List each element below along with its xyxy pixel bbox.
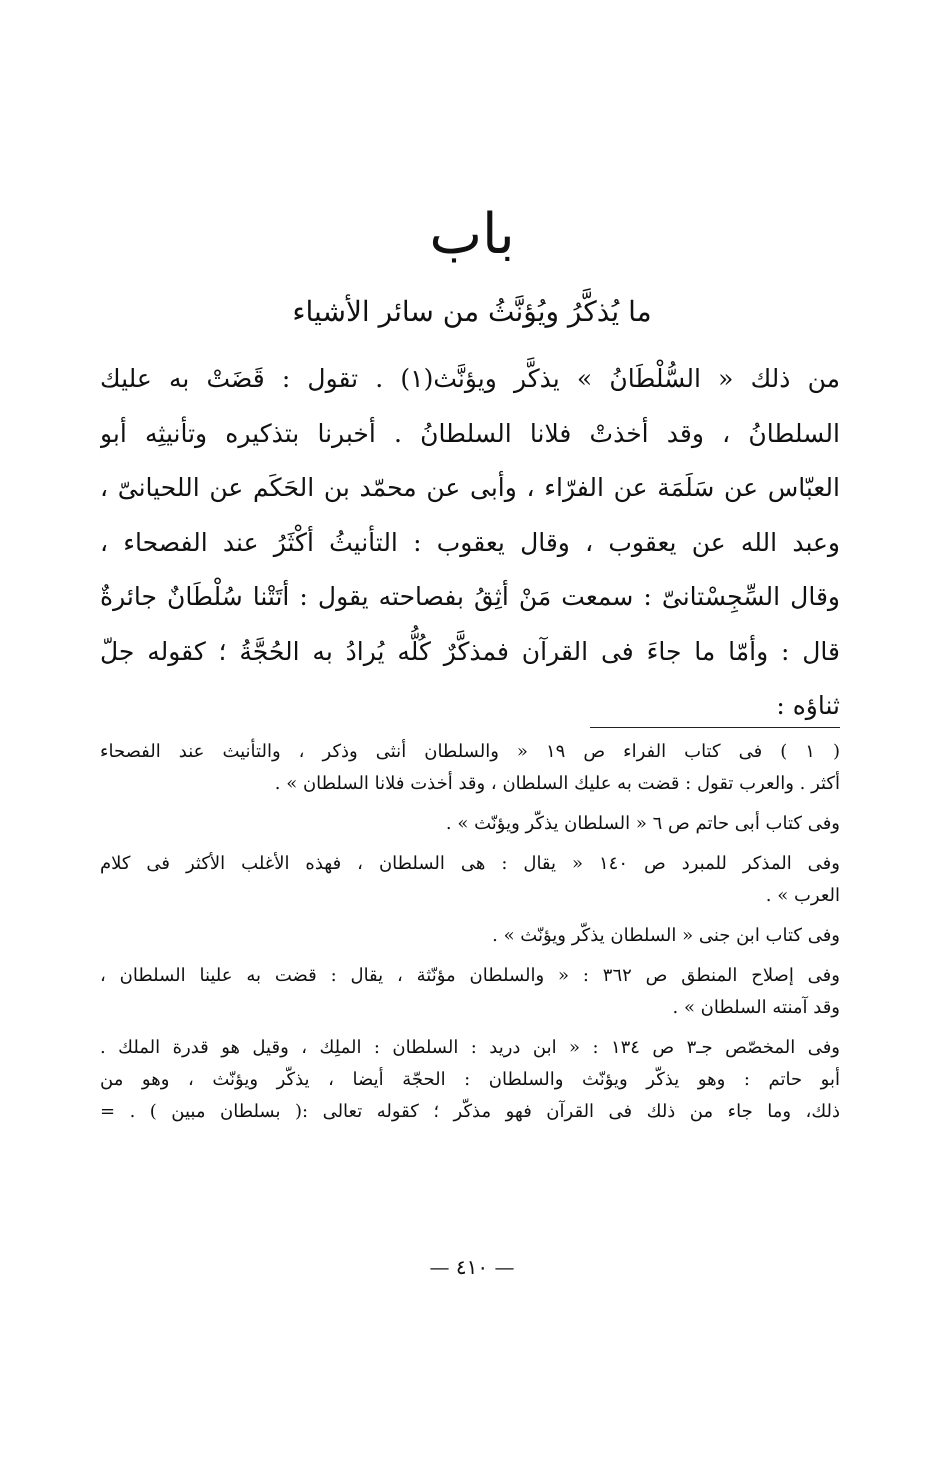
footnotes (100, 737, 840, 1129)
main-text-line: من ذلك « السُّلْطَانُ » يذكَّر ويؤنَّث(١) . تقول : قَضَتْ به عليك (100, 364, 840, 393)
footnote-gap (100, 801, 840, 809)
main-text-line: العبّاس عن سَلَمَة عن الفرّاء ، وأبى عن محمّد بن الحَكَم عن اللحيانىّ ، (100, 473, 840, 502)
main-text-line: السلطانُ ، وقد أخذتْ فلانا السلطانُ . أخبرنا بتذكيره وتأنيثِه أبو (100, 418, 840, 448)
footnote-line: أبو حاتم : وهو يذكّر ويؤنّث والسلطان : الحجّة أيضا ، يذكّر ويؤنّث ، وهو من (100, 1069, 840, 1090)
footnote-line: أكثر . والعرب تقول : قضت به عليك السلطان ، وقد أخذت فلانا السلطان » . (274, 773, 840, 794)
footnote-line: وقد آمنته السلطان » . (672, 997, 840, 1018)
main-text-line: ثناؤه : (776, 691, 840, 720)
footnote-line: وفى المذكر للمبرد ص ١٤٠ « يقال : هى السلطان ، فهذه الأغلب الأكثر فى كلام (100, 853, 840, 874)
footnote-line: وفى كتاب ابن جنى « السلطان يذكّر ويؤنّث » . (492, 925, 840, 946)
footnote-line: ذلك، وما جاء من ذلك فى القرآن فهو مذكّر ؛ كقوله تعالى :( بسلطان مبين ) . = (100, 1101, 840, 1122)
main-text-line: قال : وأمّا ما جاءَ فى القرآن فمذكَّرٌ كُلُّه يُرادُ به الحُجَّةُ ؛ كقوله جلّ (100, 636, 840, 666)
footnote-gap (100, 953, 840, 961)
footnote-line: وفى إصلاح المنطق ص ٣٦٢ : « والسلطان مؤنّثة ، يقال : قضت به علينا السلطان ، (100, 965, 840, 986)
footnote-gap (100, 913, 840, 921)
main-text-line: وعبد الله عن يعقوب ، وقال يعقوب : التأنيثُ أكْثَرُ عند الفصحاء ، (100, 527, 840, 557)
footnote-gap (100, 1025, 840, 1033)
main-text-line: وقال السِّجِسْتانىّ : سمعت مَنْ أثِقُ بفصاحته يقول : أتَتْنا سُلْطَانٌ جائرةٌ (100, 582, 840, 611)
page-number: — ٤١٠ — (429, 1255, 515, 1279)
footnote-line: العرب » . (765, 885, 840, 906)
footnote-gap (100, 841, 840, 849)
chapter-heading: باب (429, 202, 515, 267)
footnote-line: وفى المخصّص جـ٣ ص ١٣٤ : « ابن دريد : السلطان : الملِك ، وقيل هو قدرة الملك . (100, 1037, 840, 1058)
main-paragraph (100, 352, 840, 734)
footnote-separator (590, 727, 840, 728)
footnote-line: وفى كتاب أبى حاتم ص ٦ « السلطان يذكّر ويؤنّث » . (445, 813, 840, 834)
footnote-line: ( ١ ) فى كتاب الفراء ص ١٩ « والسلطان أنثى وذكر ، والتأنيث عند الفصحاء (100, 741, 840, 762)
chapter-subtitle: ما يُذكَّرُ ويُؤنَّثُ من سائر الأشياء (292, 295, 652, 328)
